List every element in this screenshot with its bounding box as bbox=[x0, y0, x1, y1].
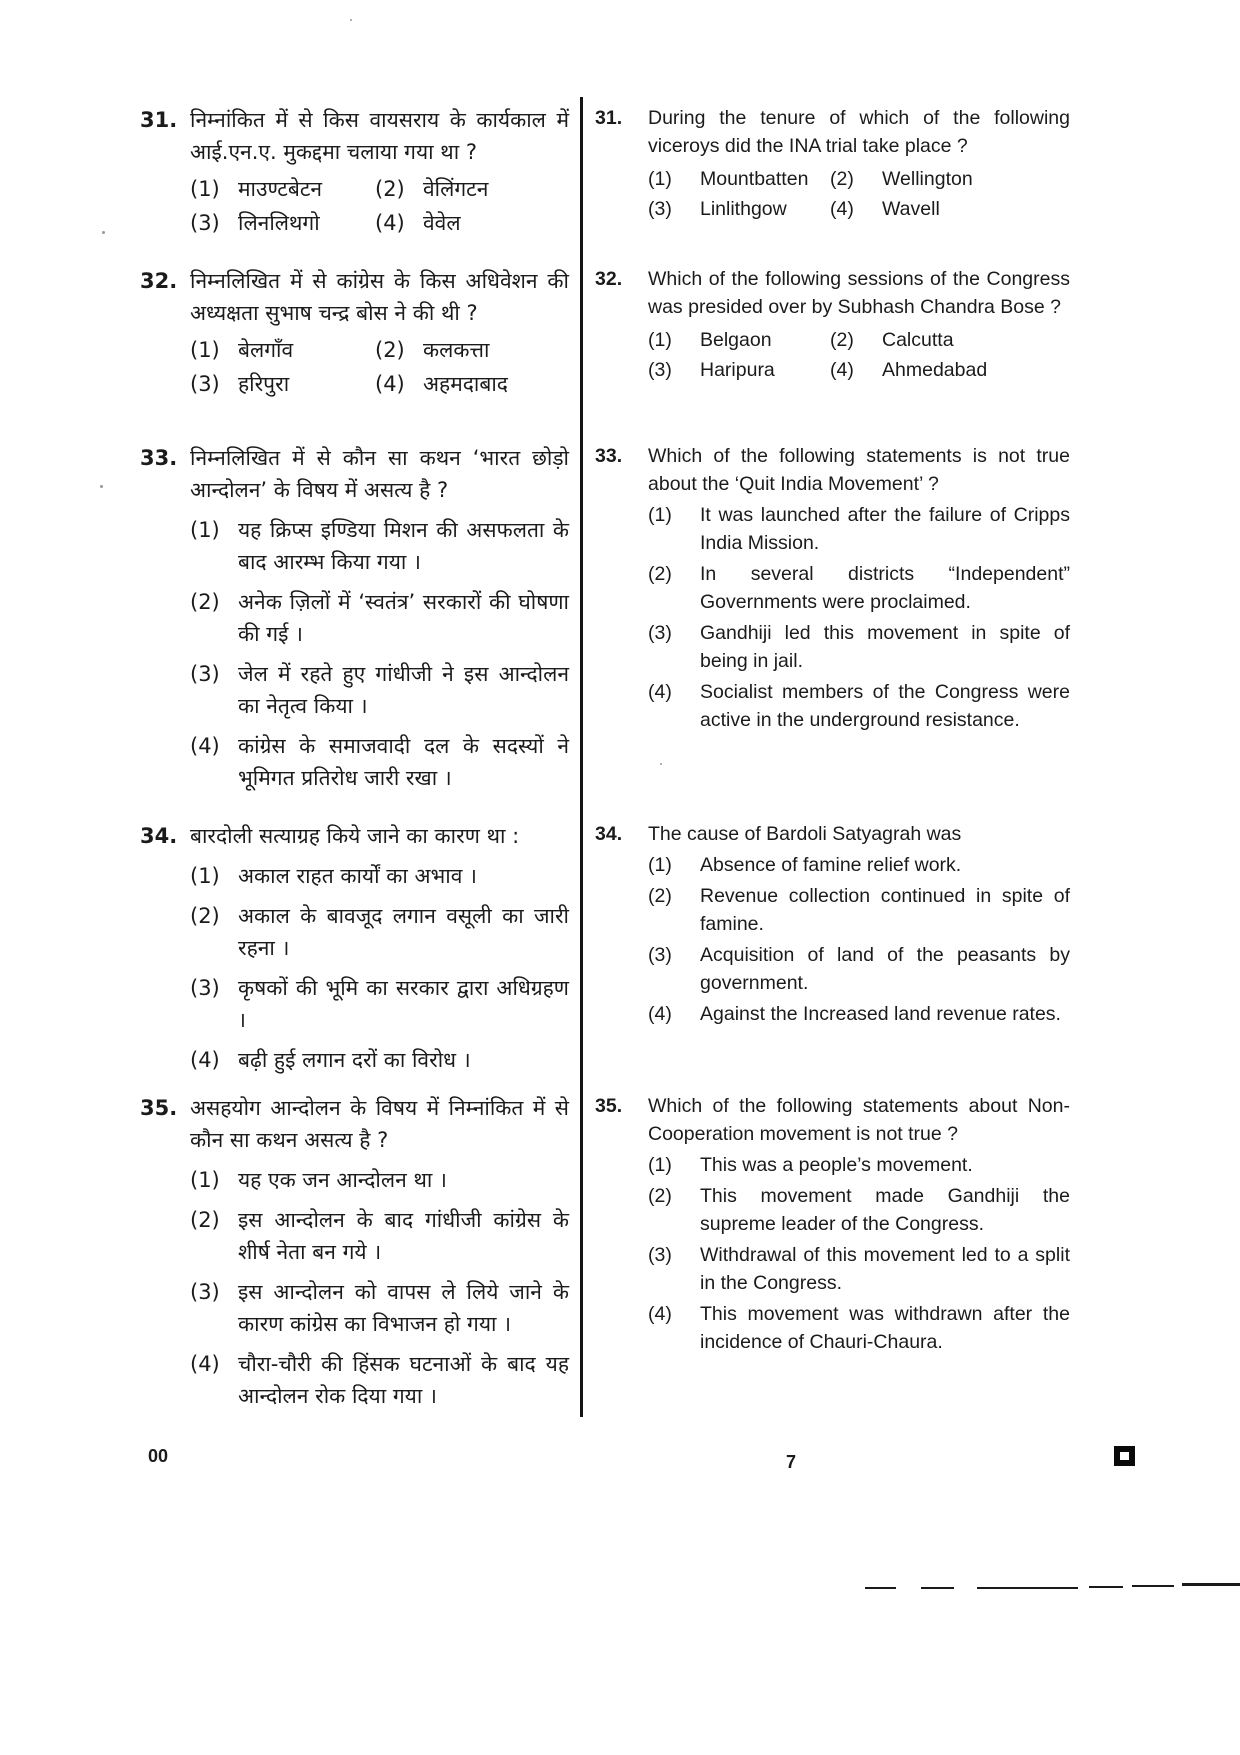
option bbox=[648, 356, 830, 384]
option bbox=[190, 900, 569, 964]
question-english-cell bbox=[581, 265, 1070, 384]
option bbox=[190, 1164, 569, 1196]
option-text: कांग्रेस के समाजवादी दल के सदस्यों ने भूमिगत प्रतिरोध जारी रखा । bbox=[238, 734, 569, 790]
option-label: (3) bbox=[190, 372, 220, 396]
option-label: (2) bbox=[190, 1208, 220, 1232]
question-text-hindi: निम्नांकित में से किस वायसराय के कार्यकाल में आई.एन.ए. मुकद्दमा चलाया गया था ? bbox=[190, 108, 569, 164]
option-text: Wellington bbox=[882, 168, 973, 190]
dash-segment bbox=[865, 1587, 896, 1589]
question-text-english: Which of the following sessions of the Congress was presided over by Subhash Chandra Bose ? bbox=[648, 268, 1070, 318]
option bbox=[190, 730, 569, 794]
option bbox=[648, 851, 1070, 879]
question-text-hindi: निम्नलिखित में से कांग्रेस के किस अधिवेशन की अध्यक्षता सुभाष चन्द्र बोस ने की थी ? bbox=[190, 269, 569, 325]
question-number: 32. bbox=[595, 268, 623, 290]
option-text: Revenue collection continued in spite of famine. bbox=[700, 885, 1070, 935]
options-list-hindi bbox=[190, 860, 569, 1076]
question-number: 35. bbox=[595, 1095, 623, 1117]
option-text: Belgaon bbox=[700, 329, 772, 351]
option bbox=[375, 334, 569, 366]
option bbox=[648, 326, 830, 354]
option-label: (1) bbox=[190, 518, 220, 542]
option-label: (2) bbox=[830, 329, 854, 351]
page-number: 7 bbox=[786, 1452, 797, 1472]
option-text: कलकत्ता bbox=[423, 338, 490, 362]
question-hindi-cell bbox=[140, 1092, 581, 1412]
option bbox=[190, 1276, 569, 1340]
option bbox=[830, 326, 1070, 354]
question-english-cell bbox=[581, 820, 1070, 1028]
option bbox=[375, 173, 569, 205]
option-text: बढ़ी हुई लगान दरों का विरोध । bbox=[238, 1048, 471, 1072]
option bbox=[190, 1044, 569, 1076]
option-text: It was launched after the failure of Cripps India Mission. bbox=[700, 504, 1070, 554]
option-label: (4) bbox=[648, 1303, 672, 1325]
option-text: Linlithgow bbox=[700, 198, 787, 220]
option-label: (1) bbox=[648, 329, 672, 351]
option-text: Haripura bbox=[700, 359, 775, 381]
question-body bbox=[648, 104, 1070, 223]
option-label: (3) bbox=[648, 622, 672, 644]
options-list-english bbox=[648, 1151, 1070, 1356]
option-text: कृषकों की भूमि का सरकार द्वारा अधिग्रहण । bbox=[238, 976, 569, 1032]
option bbox=[190, 1204, 569, 1268]
question-body bbox=[648, 820, 1070, 1028]
question-body bbox=[648, 1092, 1070, 1356]
question-body bbox=[190, 104, 569, 239]
option-text: बेलगाँव bbox=[238, 338, 294, 362]
question-text-english: Which of the following statements about Non-Cooperation movement is not true ? bbox=[648, 1095, 1070, 1145]
option bbox=[648, 560, 1070, 616]
question-body bbox=[190, 1092, 569, 1412]
option bbox=[648, 165, 830, 193]
option-text: This movement made Gandhiji the supreme leader of the Congress. bbox=[700, 1185, 1070, 1235]
option bbox=[648, 195, 830, 223]
option-label: (3) bbox=[190, 211, 220, 235]
option bbox=[648, 619, 1070, 675]
question-body bbox=[190, 442, 569, 794]
option-label: (4) bbox=[190, 734, 220, 758]
option-text: यह एक जन आन्दोलन था । bbox=[238, 1168, 447, 1192]
option bbox=[190, 586, 569, 650]
option-text: Ahmedabad bbox=[882, 359, 988, 381]
dash-segment bbox=[1182, 1583, 1240, 1586]
question-english-cell bbox=[581, 104, 1070, 223]
option-label: (2) bbox=[190, 904, 220, 928]
option bbox=[190, 860, 569, 892]
option-text: अनेक ज़िलों में ‘स्वतंत्र’ सरकारों की घोषणा की गई । bbox=[238, 590, 569, 646]
option-text: Calcutta bbox=[882, 329, 954, 351]
option bbox=[190, 972, 569, 1036]
option-text: अहमदाबाद bbox=[423, 372, 508, 396]
option bbox=[648, 1300, 1070, 1356]
option-label: (4) bbox=[375, 211, 405, 235]
option-label: (3) bbox=[648, 944, 672, 966]
option bbox=[190, 334, 375, 366]
option bbox=[190, 368, 375, 400]
option-label: (1) bbox=[648, 1154, 672, 1176]
question-row bbox=[140, 265, 1070, 400]
question-hindi-cell bbox=[140, 104, 581, 239]
option-label: (3) bbox=[190, 1280, 220, 1304]
question-row bbox=[140, 104, 1070, 239]
question-hindi-cell bbox=[140, 442, 581, 794]
option-text: Against the Increased land revenue rates. bbox=[700, 1003, 1061, 1025]
question-number: 34. bbox=[140, 824, 178, 848]
option bbox=[648, 1182, 1070, 1238]
option-text: In several districts “Independent” Governments were proclaimed. bbox=[700, 563, 1070, 613]
dash-segment bbox=[1089, 1586, 1123, 1588]
scan-speck bbox=[350, 19, 352, 21]
scan-speck bbox=[100, 485, 103, 488]
option-label: (4) bbox=[648, 681, 672, 703]
option-text: Socialist members of the Congress were active in the underground resistance. bbox=[700, 681, 1070, 731]
option-text: Mountbatten bbox=[700, 168, 809, 190]
option-label: (2) bbox=[648, 1185, 672, 1207]
option-label: (2) bbox=[648, 885, 672, 907]
option-label: (1) bbox=[190, 1168, 220, 1192]
option-label: (3) bbox=[190, 976, 220, 1000]
option-text: वेलिंगटन bbox=[423, 177, 489, 201]
options-list-hindi bbox=[190, 1164, 569, 1412]
question-number: 35. bbox=[140, 1096, 178, 1120]
option-label: (3) bbox=[190, 662, 220, 686]
option bbox=[830, 165, 1070, 193]
option-label: (1) bbox=[648, 504, 672, 526]
options-list-hindi bbox=[190, 332, 569, 400]
option-label: (3) bbox=[648, 1244, 672, 1266]
option-label: (1) bbox=[190, 177, 220, 201]
question-number: 34. bbox=[595, 823, 623, 845]
option-text: इस आन्दोलन के बाद गांधीजी कांग्रेस के शीर्ष नेता बन गये । bbox=[238, 1208, 569, 1264]
option-text: Absence of famine relief work. bbox=[700, 854, 962, 876]
question-hindi-cell bbox=[140, 820, 581, 1076]
option-label: (2) bbox=[830, 168, 854, 190]
option-text: चौरा-चौरी की हिंसक घटनाओं के बाद यह आन्दोलन रोक दिया गया । bbox=[238, 1352, 569, 1408]
option bbox=[190, 658, 569, 722]
option-text: वेवेल bbox=[423, 211, 461, 235]
option bbox=[190, 173, 375, 205]
question-text-hindi: बारदोली सत्याग्रह किये जाने का कारण था : bbox=[190, 824, 520, 848]
option bbox=[830, 195, 1070, 223]
option bbox=[375, 368, 569, 400]
option-label: (2) bbox=[648, 563, 672, 585]
option bbox=[190, 514, 569, 578]
option-label: (4) bbox=[830, 359, 854, 381]
options-list-hindi bbox=[190, 171, 569, 239]
option-text: Wavell bbox=[882, 198, 940, 220]
option-text: इस आन्दोलन को वापस ले लिये जाने के कारण कांग्रेस का विभाजन हो गया । bbox=[238, 1280, 569, 1336]
option-text: अकाल राहत कार्यों का अभाव । bbox=[238, 864, 478, 888]
question-number: 31. bbox=[595, 107, 623, 129]
question-body bbox=[648, 442, 1070, 734]
option-text: This was a people’s movement. bbox=[700, 1154, 973, 1176]
questions-grid bbox=[140, 104, 1070, 1412]
option-label: (2) bbox=[375, 338, 405, 362]
option bbox=[830, 356, 1070, 384]
option bbox=[648, 501, 1070, 557]
option-label: (2) bbox=[190, 590, 220, 614]
dash-segment bbox=[977, 1587, 1078, 1589]
options-list-english bbox=[648, 501, 1070, 734]
option-label: (1) bbox=[190, 338, 220, 362]
option bbox=[648, 941, 1070, 997]
option bbox=[648, 882, 1070, 938]
option-text: This movement was withdrawn after the incidence of Chauri-Chaura. bbox=[700, 1303, 1070, 1353]
option-text: लिनलिथगो bbox=[238, 211, 320, 235]
scan-speck bbox=[660, 763, 662, 765]
option-label: (4) bbox=[190, 1352, 220, 1376]
option bbox=[648, 1241, 1070, 1297]
option-label: (1) bbox=[190, 864, 220, 888]
question-row bbox=[140, 442, 1070, 794]
option-label: (3) bbox=[648, 198, 672, 220]
question-body bbox=[648, 265, 1070, 384]
option-label: (4) bbox=[375, 372, 405, 396]
option-text: Withdrawal of this movement led to a split in the Congress. bbox=[700, 1244, 1070, 1294]
option-label: (3) bbox=[648, 359, 672, 381]
options-list-english bbox=[648, 851, 1070, 1028]
question-english-cell bbox=[581, 1092, 1070, 1356]
option bbox=[375, 207, 569, 239]
option-label: (4) bbox=[830, 198, 854, 220]
option bbox=[190, 1348, 569, 1412]
dash-segment bbox=[1132, 1585, 1174, 1587]
option bbox=[648, 1151, 1070, 1179]
question-row bbox=[140, 1092, 1070, 1412]
option-label: (4) bbox=[648, 1003, 672, 1025]
question-text-hindi: असहयोग आन्दोलन के विषय में निम्नांकित में से कौन सा कथन असत्य है ? bbox=[190, 1096, 569, 1152]
question-text-hindi: निम्नलिखित में से कौन सा कथन ‘भारत छोड़ो आन्दोलन’ के विषय में असत्य है ? bbox=[190, 446, 569, 502]
question-hindi-cell bbox=[140, 265, 581, 400]
scan-speck bbox=[102, 231, 105, 234]
option-label: (4) bbox=[190, 1048, 220, 1072]
dash-segment bbox=[921, 1587, 954, 1589]
options-list-english bbox=[648, 163, 1070, 223]
option-text: Acquisition of land of the peasants by government. bbox=[700, 944, 1070, 994]
corner-marker-icon bbox=[1114, 1446, 1135, 1466]
option-text: हरिपुरा bbox=[238, 372, 290, 396]
option-text: अकाल के बावजूद लगान वसूली का जारी रहना । bbox=[238, 904, 569, 960]
option-label: (1) bbox=[648, 168, 672, 190]
question-number: 33. bbox=[140, 446, 178, 470]
option-text: Gandhiji led this movement in spite of being in jail. bbox=[700, 622, 1070, 672]
question-body bbox=[190, 820, 569, 1076]
question-english-cell bbox=[581, 442, 1070, 734]
option-text: माउण्टबेटन bbox=[238, 177, 323, 201]
booklet-code: 00 bbox=[148, 1446, 169, 1466]
question-body bbox=[190, 265, 569, 400]
option bbox=[648, 678, 1070, 734]
question-text-english: The cause of Bardoli Satyagrah was bbox=[648, 823, 962, 845]
question-number: 33. bbox=[595, 445, 623, 467]
question-number: 31. bbox=[140, 108, 178, 132]
option-text: यह क्रिप्स इण्डिया मिशन की असफलता के बाद आरम्भ किया गया । bbox=[238, 518, 569, 574]
option-label: (1) bbox=[648, 854, 672, 876]
option-text: जेल में रहते हुए गांधीजी ने इस आन्दोलन का नेतृत्व किया । bbox=[238, 662, 569, 718]
question-text-english: Which of the following statements is not true about the ‘Quit India Movement’ ? bbox=[648, 445, 1070, 495]
options-list-hindi bbox=[190, 514, 569, 794]
question-number: 32. bbox=[140, 269, 178, 293]
question-text-english: During the tenure of which of the following viceroys did the INA trial take place ? bbox=[648, 107, 1070, 157]
question-row bbox=[140, 820, 1070, 1076]
option bbox=[648, 1000, 1070, 1028]
options-list-english bbox=[648, 324, 1070, 384]
option bbox=[190, 207, 375, 239]
option-label: (2) bbox=[375, 177, 405, 201]
